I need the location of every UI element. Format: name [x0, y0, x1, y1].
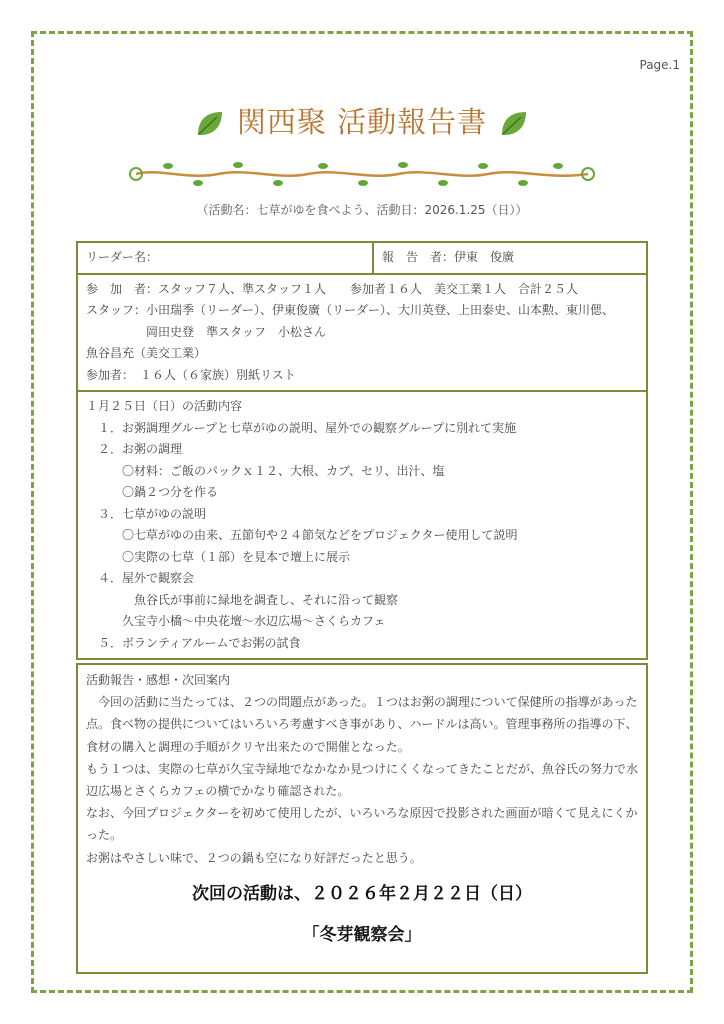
report-paragraph: 今回の活動に当たっては、２つの問題点があった。１つはお粥の調理について保健所の指導があった点。食べ物の提供についてはいろいろ考慮すべき事があり、ハードルは高い。管理事務所の指導の下、食材の購入と調理の手順がクリヤ出来たので開催となった。: [86, 695, 638, 754]
participants-cell: [77, 274, 647, 392]
title-row: [0, 100, 724, 141]
page-title: 関西聚 活動報告書: [236, 105, 488, 139]
activities-heading: １月２５日（日）の活動内容: [86, 399, 243, 413]
participants-line: 参加者： １６人（６家族）別紙リスト: [86, 367, 296, 382]
activity-subtitle: （活動名：七草がゆを食べよう、活動日：2026.1.25（日））: [196, 203, 528, 217]
leader-label: リーダー名：: [86, 250, 159, 264]
vine-ornament: [128, 158, 596, 190]
report-paragraph: もう１つは、実際の七草が久宝寺緑地でなかなか見つけにくくなってきたことだが、魚谷氏の努力で水辺広場とさくらカフェの横でかなり確認された。: [86, 761, 639, 799]
leader-cell: [77, 242, 373, 274]
participants-line: 魚谷昌充（美交工業）: [86, 346, 207, 360]
activity-table: [76, 241, 648, 660]
activity-item: ２．お粥の調理: [86, 442, 183, 456]
report-heading: 活動報告・感想・次回案内: [86, 673, 231, 687]
activity-item: 久宝寺小橋～中央花壇～水辺広場～さくらカフェ: [86, 614, 386, 628]
participants-line: スタッフ：小田瑞季（リーダー）、伊東俊廣（リーダー）、大川英登、上田泰史、山本勲、東川偲、: [86, 303, 615, 317]
report-paragraph: お粥はやさしい味で、２つの鍋も空になり好評だったと思う。: [86, 850, 422, 865]
leaf-icon: [499, 109, 529, 139]
next-activity-date: 次回の活動は、２０２６年２月２２日（日）: [192, 883, 532, 904]
next-event-title: 「冬芽観察会」: [302, 924, 422, 945]
activities-cell: [77, 391, 647, 659]
leaf-icon: [195, 109, 225, 139]
reporter-label: 報 告 者：伊東 俊廣: [382, 250, 515, 264]
activity-item: ５．ボランティアルームでお粥の試食: [86, 635, 301, 650]
participants-line: 岡田史登 準スタッフ 小松さん: [86, 324, 327, 339]
activity-item: 〇実際の七草（１部）を見本で壇上に展示: [86, 549, 351, 564]
activity-item: ３．七草がゆの説明: [86, 506, 207, 521]
activity-item: 魚谷氏が事前に緑地を調査し、それに沿って観察: [86, 592, 399, 607]
activity-item: １．お粥調理グループと七草がゆの説明、屋外での観察グループに別れて実施: [86, 420, 517, 435]
reporter-cell: [373, 242, 647, 274]
report-paragraph: なお、今回プロジェクターを初めて使用したが、いろいろな原因で投影された画面が暗くて見えにくかった。: [86, 806, 638, 843]
activity-item: 〇鍋２つ分を作る: [86, 485, 219, 499]
report-box: [76, 663, 648, 974]
participants-line: 参 加 者：スタッフ７人、準スタッフ１人 参加者１６人 美交工業１人 合計２５人: [86, 281, 579, 296]
page-number: Page.1: [639, 58, 680, 72]
activity-item: ４．屋外で観察会: [86, 571, 195, 585]
activity-item: 〇材料：ご飯のパックｘ１２、大根、カブ、セリ、出汁、塩: [86, 463, 445, 478]
activity-item: 〇七草がゆの由来、五節句や２４節気などをプロジェクター使用して説明: [86, 528, 518, 542]
